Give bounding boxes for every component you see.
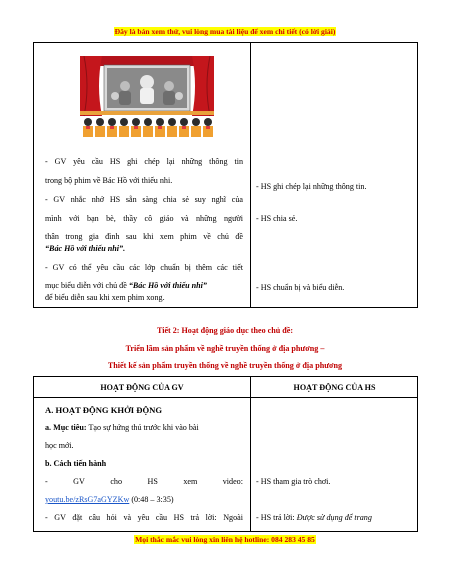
column-divider (250, 43, 251, 307)
gv-instruction-line: để biểu diễn sau khi xem phim xong. (45, 293, 165, 302)
gv-instruction-line: mình với bạn bè, thầy cô giáo và những người (45, 214, 243, 223)
preview-banner: Đây là bản xem thử, vui lòng mua tài liệu để xem chi tiết (có lời giải) (114, 27, 336, 36)
objective-line: học mới. (45, 441, 74, 450)
header-divider (34, 397, 417, 398)
procedure-title: b. Cách tiến hành (45, 459, 107, 468)
hotline-banner: Mọi thắc mắc vui lòng xin liên hệ hotline: 084 283 45 85 (135, 535, 315, 544)
lesson-subtitle: Thiết kế sản phẩm truyền thống về nghề truyền thống ở địa phương (107, 361, 343, 370)
section-a-title: A. HOẠT ĐỘNG KHỞI ĐỘNG (45, 405, 163, 415)
gv-instruction-line: - GV có thể yêu cầu các lớp chuẩn bị thêm các tiết (45, 263, 243, 272)
hs-activity-line: - HS tham gia trò chơi. (256, 477, 331, 486)
uncle-ho-children-illustration (80, 56, 214, 137)
gv-instruction-line: - GV nhắc nhở HS sẵn sàng chia sẻ suy nghĩ của (45, 195, 243, 204)
column-divider (250, 377, 251, 531)
objective-line: a. Mục tiêu: Tạo sự hứng thú trước khi vào bài (45, 423, 199, 432)
hs-activity-line: - HS trả lời: Được sử dụng để trang (256, 513, 372, 522)
lesson-title: Tiết 2: Hoạt động giáo dục theo chủ đề: (156, 326, 294, 335)
procedure-line: - GV cho HS xem video: (45, 477, 243, 486)
hs-activity-line: - HS chuẩn bị và biểu diễn. (256, 283, 345, 292)
header-gv: HOẠT ĐỘNG CỦA GV (100, 383, 184, 392)
activity-table (33, 376, 418, 532)
gv-instruction-line: - GV yêu cầu HS ghi chép lại những thông tin (45, 157, 243, 166)
gv-instruction-line: mục biểu diễn với chủ đề “Bác Hồ với thiếu nhi” (45, 281, 207, 290)
hs-activity-line: - HS chia sẻ. (256, 214, 298, 223)
gv-instruction-line: trong bộ phim về Bác Hồ với thiếu nhi. (45, 176, 173, 185)
procedure-line: - GV đặt câu hỏi và yêu cầu HS trả lời: Ngoài (45, 513, 243, 522)
procedure-line: youtu.be/zRsG7aGYZKw (0:48 – 3:35) (45, 495, 174, 504)
hs-activity-line: - HS ghi chép lại những thông tin. (256, 182, 367, 191)
video-link[interactable]: youtu.be/zRsG7aGYZKw (45, 495, 130, 504)
header-hs: HOẠT ĐỘNG CỦA HS (293, 383, 376, 392)
lesson-subtitle: Triển lãm sản phẩm về nghề truyền thống ở địa phương – (125, 344, 325, 353)
gv-instruction-line: thân trong gia đình sau khi xem phim về chủ đề (45, 232, 243, 241)
topic-name: “Bác Hồ với thiếu nhi”. (45, 244, 126, 253)
